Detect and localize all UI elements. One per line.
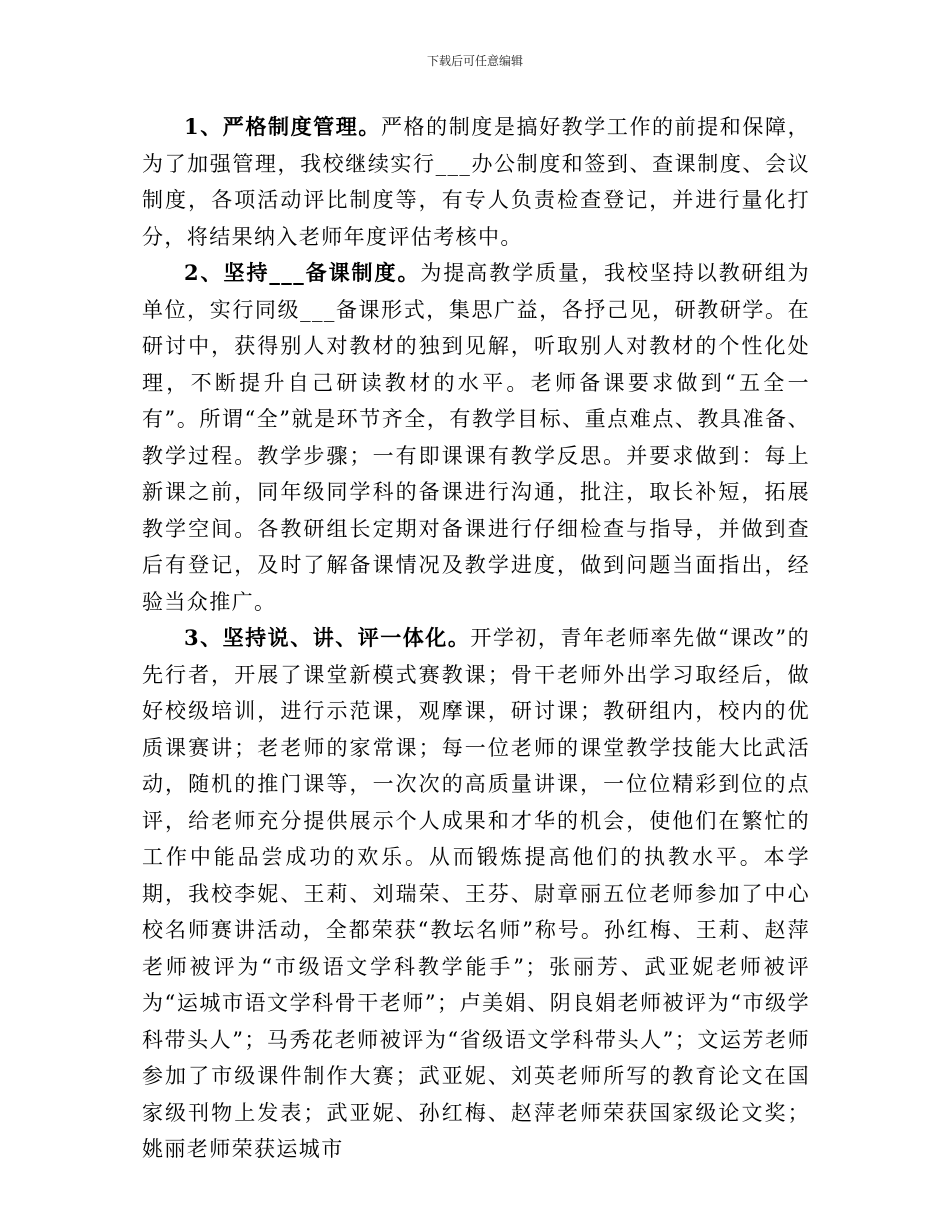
paragraph-2-text: 为提高教学质量，我校坚持以教研组为单位，实行同级___备课形式，集思广益，各抒己见，研教研学。在研讨中，获得别人对教材的独到见解，听取别人对教材的个性化处理，不断提升自己研读教材的水平。老师备课要求做到“五全一有”。所谓“全”就是环节齐全，有教学目标、重点难点、教具准备、教学过程。教学步骤；一有即课课有教学反思。并要求做到：每上新课之前，同年级同学科的备课进行沟通，批注，取长补短，拓展教学空间。各教研组长定期对备课进行仔细检查与指导，并做到查后有登记，及时了解备课情况及教学进度，做到问题当面指出，经验当众推广。 [142, 261, 810, 614]
document-body [142, 109, 810, 1168]
paragraph-3-text: 开学初，青年老师率先做“课改”的先行者，开展了课堂新模式赛教课；骨干老师外出学习取经后，做好校级培训，进行示范课，观摩课，研讨课；教研组内，校内的优质课赛讲；老老师的家常课；每一位老师的课堂教学技能大比武活动，随机的推门课等，一次次的高质量讲课，一位位精彩到位的点评，给老师充分提供展示个人成果和才华的机会，使他们在繁忙的工作中能品尝成功的欢乐。从而锻炼提高他们的执教水平。本学期，我校李妮、王莉、刘瑞荣、王芬、尉章丽五位老师参加了中心校名师赛讲活动，全都荣获“教坛名师”称号。孙红梅、王莉、赵萍老师被评为“市级语文学科教学能手”；张丽芳、武亚妮老师被评为“运城市语文学科骨干老师”；卢美娟、阴良娟老师被评为“市级学科带头人”；马秀花老师被评为“省级语文学科带头人”；文运芳老师参加了市级课件制作大赛；武亚妮、刘英老师所写的教育论文在国家级刊物上发表；武亚妮、孙红梅、赵萍老师荣获国家级论文奖；姚丽老师荣获运城市 [142, 626, 811, 1161]
paragraph-1-text: 严格的制度是搞好教学工作的前提和保障，为了加强管理，我校继续实行___办公制度和签到、查课制度、会议制度，各项活动评比制度等，有专人负责检查登记，并进行量化打分，将结果纳入老师年度评估考核中。 [142, 115, 810, 249]
paragraph-2 [142, 255, 810, 620]
paragraph-2-heading: 2、坚持___备课制度。 [184, 260, 421, 285]
paragraph-3 [142, 620, 810, 1168]
page-header: 下载后可任意编辑 [426, 54, 523, 68]
paragraph-3-heading: 3、坚持说、讲、评一体化。 [184, 625, 471, 650]
paragraph-1-heading: 1、严格制度管理。 [184, 114, 381, 139]
paragraph-1 [142, 109, 810, 255]
